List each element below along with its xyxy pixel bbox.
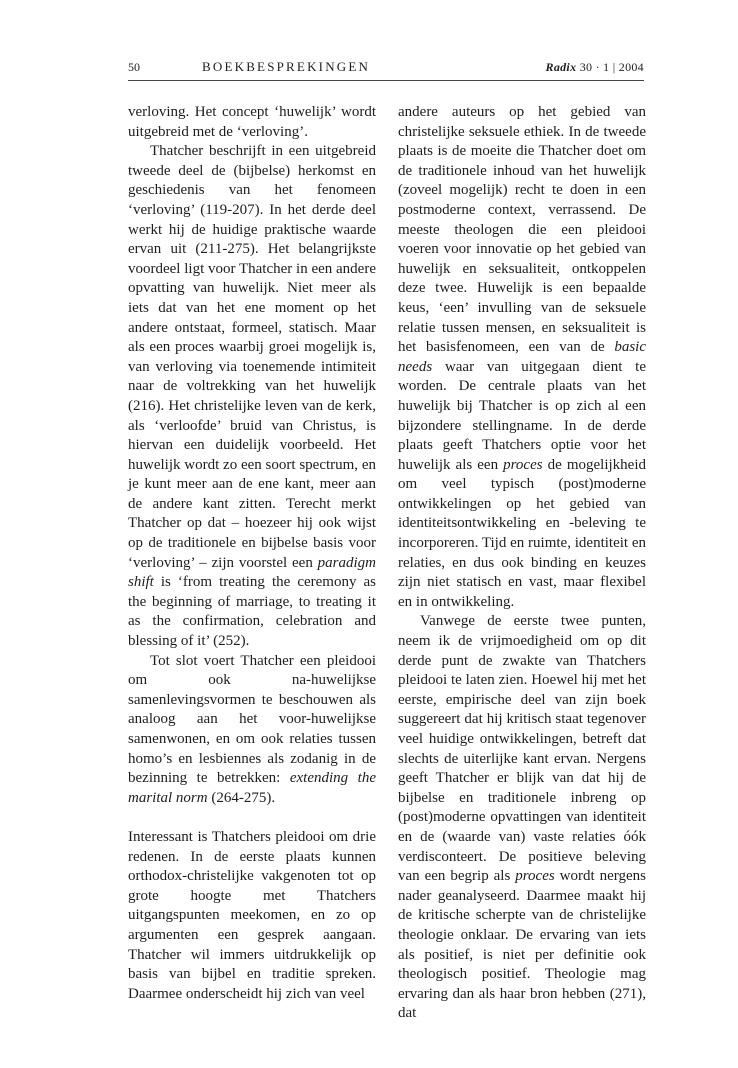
- header-rule: [128, 80, 644, 81]
- emphasis: extending the marital norm: [128, 770, 377, 806]
- page-number: 50: [128, 60, 140, 74]
- journal-issue: 30 · 1 | 2004: [579, 60, 644, 74]
- paragraph: Vanwege de eerste twee punten, neem ik de vrijmoedigheid om op dit derde punt de zwakte van Thatchers pleidooi te laten zien. Hoewel hij met het eerste, empirische deel van zijn boek suggereert dat hij kritisch staat tegenover veel huidige ontwikkelingen, betreft dat slechts de uiterlijke kant ervan. Nergens geeft Thatcher er blijk van dat hij de bijbelse en traditionele inbreng op (post)moderne opvattingen van identiteit en de (waarde van) vaste relaties óók verdisconteert. De positieve beleving van een begrip als proces wordt nergens nader geanalyseerd. Daarmee maakt hij de kritische scherpte van de christelijke theologie onklaar. De ervaring van iets als positief, is niet per definitie ook theologisch positief. Theologie mag ervaring dan als haar bron hebben (271), dat: [398, 613, 646, 1022]
- journal-name: Radix: [545, 60, 577, 74]
- paragraph: Tot slot voert Thatcher een pleidooi om ook na-huwelijkse samenlevingsvormen te beschouwen als analoog aan het voor-huwelijkse samenwonen, en om ook relaties tussen homo’s en lesbiennes als zodanig in de bezinning te betrekken: extending the marital norm (264-275).: [128, 652, 377, 806]
- page-header: [128, 58, 644, 78]
- right-column: [398, 103, 646, 1024]
- emphasis: proces: [503, 456, 543, 473]
- paragraph: Thatcher beschrijft in een uitgebreid tweede deel de (bijbelse) herkomst en geschiedenis van het fenomeen ‘verloving’ (119-207). In het derde deel werkt hij de huidige praktische waarde ervan uit (211-275). Het belangrijkste voordeel ligt voor Thatcher in een andere opvatting van huwelijk. Niet meer als iets dat van het ene moment op het andere ontstaat, formeel, statisch. Maar als een proces waarbij groei mogelijk is, van verloving via toenemende intimiteit naar de voltrekking van het huwelijk (216). Het christelijke leven van de kerk, als ‘verloofde’ bruid van Christus, is hiervan een duidelijk voorbeeld. Het huwelijk wordt zo een soort spectrum, en je kunt meer aan de ene kant, meer aan de andere kant zitten. Terecht merkt Thatcher op dat – hoezeer hij ook wijst op de traditionele en bijbelse basis voor ‘verloving’ – zijn voorstel een paradigm shift is ‘from treating the ceremony as the beginning of marriage, to treating it as the confirmation, celebration and blessing of it’ (252).: [128, 143, 377, 650]
- emphasis: proces: [515, 868, 555, 885]
- paragraph: verloving. Het concept ‘huwelijk’ wordt uitgebreid met de ‘verloving’.: [128, 104, 376, 140]
- paragraph: andere auteurs op het gebied van christelijke seksuele ethiek. In de tweede plaats is de moeite die Thatcher doet om de traditionele inhoud van het huwelijk (zoveel mogelijk) recht te doen in een postmoderne context, verrassend. De meeste theologen die een pleidooi voeren voor innovatie op het gebied van huwelijk en seksualiteit, ontkoppelen deze twee. Huwelijk is een bepaalde keus, ‘een’ invulling van de seksuele relatie tussen mensen, en seksualiteit is het basisfenomeen, een van de basic needs waar van uitgegaan dient te worden. De centrale plaats van het huwelijk bij Thatcher is op zich al een bijzondere stellingname. In de derde plaats geeft Thatchers optie voor het huwelijk als een proces de mogelijkheid om veel typisch (post)moderne ontwikkelingen op het gebied van identiteitsontwikkeling en -beleving te incorporeren. Tijd en ruimte, identiteit en relaties, en dus ook binding en keuzes zijn niet statisch en vast, maar flexibel en in ontwikkeling.: [398, 104, 647, 610]
- journal-info: [546, 58, 644, 76]
- paragraph: Interessant is Thatchers pleidooi om drie redenen. In de eerste plaats kunnen orthodox-christelijke vakgenoten tot op grote hoogte met Thatchers uitgangspunten meekomen, en zo op argumenten een gesprek aangaan. Thatcher wil immers uitdrukkelijk op basis van bijbel en traditie spreken. Daarmee onderscheidt hij zich van veel: [128, 828, 376, 1002]
- left-column: [128, 103, 376, 1004]
- emphasis: paradigm shift: [128, 554, 377, 591]
- emphasis: basic needs: [398, 339, 647, 375]
- running-title: BOEKBESPREKINGEN: [202, 59, 371, 74]
